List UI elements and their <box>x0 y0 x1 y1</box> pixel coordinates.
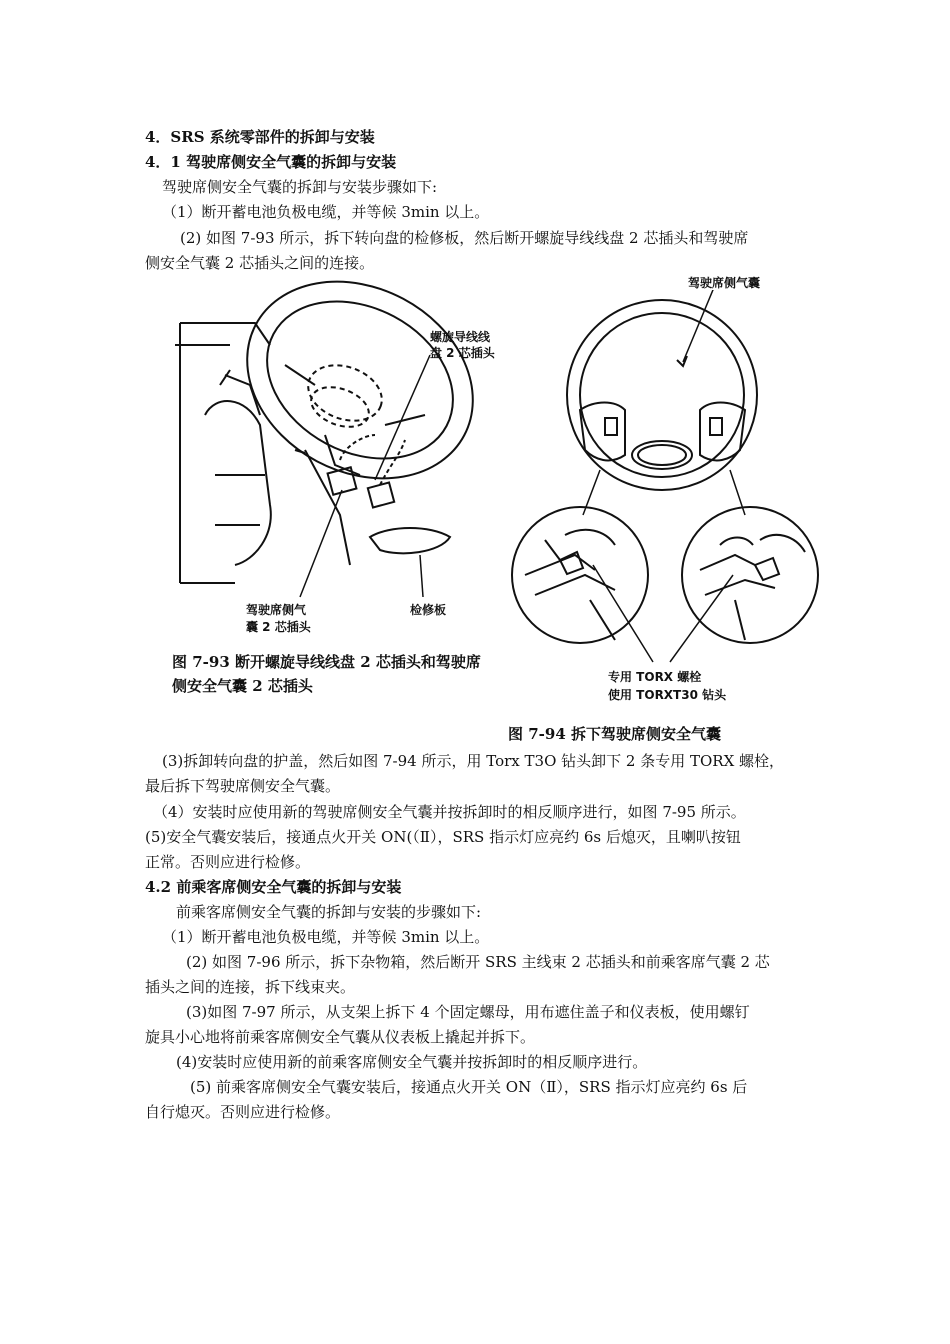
figure-7-93-caption-line-2: 侧安全气囊 2 芯插头 <box>172 677 313 695</box>
paragraph-step-5-line-2: 正常。否则应进行检修。 <box>145 853 311 871</box>
label-spiral-connector-line-1: 螺旋导线线 <box>430 330 491 344</box>
subsection-heading-4-2: 4.2 前乘客席侧安全气囊的拆卸与安装 <box>145 878 402 896</box>
paragraph-step-1: （1）断开蓄电池负极电缆，并等候 3min 以上。 <box>162 203 490 221</box>
paragraph-4-2-step-5-line-2: 自行熄灭。否则应进行检修。 <box>145 1103 341 1121</box>
paragraph-4-2-step-2-line-2: 插头之间的连接，拆下线束夹。 <box>145 978 356 996</box>
paragraph-step-2-line-2: 侧安全气囊 2 芯插头之间的连接。 <box>145 254 375 272</box>
label-spiral-connector-line-2: 盘 2 芯插头 <box>430 346 495 360</box>
paragraph-step-5-line-1: (5)安全气囊安装后，接通点火开关 ON(（Ⅱ），SRS 指示灯应亮约 6s 后熄灭，且喇叭按钮 <box>145 828 741 846</box>
paragraph-4-2-step-4: (4)安装时应使用新的前乘客席侧安全气囊并按拆卸时的相反顺序进行。 <box>176 1053 648 1071</box>
label-torx-bolt-line-1: 专用 TORX 螺栓 <box>608 670 702 684</box>
paragraph-4-2-step-3-line-1: (3)如图 7-97 所示，从支架上拆下 4 个固定螺母，用布遮住盖子和仪表板，使用螺钉 <box>186 1003 750 1021</box>
paragraph-4-2-step-1: （1）断开蓄电池负极电缆，并等候 3min 以上。 <box>162 928 490 946</box>
paragraph-intro: 驾驶席侧安全气囊的拆卸与安装步骤如下: <box>162 178 438 196</box>
label-driver-airbag: 驾驶席侧气囊 <box>688 276 761 290</box>
label-torx-bolt-line-2: 使用 TORXT30 钻头 <box>608 688 727 702</box>
paragraph-4-2-step-3-line-2: 旋具小心地将前乘客席侧安全气囊从仪表板上撬起并拆下。 <box>145 1028 536 1046</box>
paragraph-step-2-line-1: (2) 如图 7-93 所示，拆下转向盘的检修板，然后断开螺旋导线线盘 2 芯插头和驾驶席 <box>180 229 749 247</box>
figure-7-94-caption: 图 7-94 拆下驾驶席侧安全气囊 <box>508 725 721 743</box>
label-airbag-connector-line-1: 驾驶席侧气 <box>246 603 307 617</box>
paragraph-4-2-intro: 前乘客席侧安全气囊的拆卸与安装的步骤如下: <box>176 903 482 921</box>
subsection-heading-4-1: 4．1 驾驶席侧安全气囊的拆卸与安装 <box>145 153 397 171</box>
paragraph-4-2-step-5-line-1: (5) 前乘客席侧安全气囊安装后，接通点火开关 ON（Ⅱ），SRS 指示灯应亮约 6s 后 <box>190 1078 748 1096</box>
label-inspection-panel: 检修板 <box>410 603 447 617</box>
paragraph-step-3-line-1: (3)拆卸转向盘的护盖，然后如图 7-94 所示，用 Torx T3O 钻头卸下 2 条专用 TORX 螺栓， <box>162 752 785 770</box>
figure-7-93-caption-line-1: 图 7-93 断开螺旋导线线盘 2 芯插头和驾驶席 <box>172 653 481 671</box>
paragraph-4-2-step-2-line-1: (2) 如图 7-96 所示，拆下杂物箱，然后断开 SRS 主线束 2 芯插头和前乘客席气囊 2 芯 <box>186 953 770 971</box>
paragraph-step-3-line-2: 最后拆下驾驶席侧安全气囊。 <box>145 777 341 795</box>
figure-7-94-illustration <box>505 290 835 670</box>
paragraph-step-4: （4）安装时应使用新的驾驶席侧安全气囊并按拆卸时的相反顺序进行，如图 7-95 所示。 <box>153 803 746 821</box>
section-heading: 4．SRS 系统零部件的拆卸与安装 <box>145 128 375 146</box>
label-airbag-connector-line-2: 囊 2 芯插头 <box>246 620 311 634</box>
figure-7-93-illustration <box>175 275 515 625</box>
